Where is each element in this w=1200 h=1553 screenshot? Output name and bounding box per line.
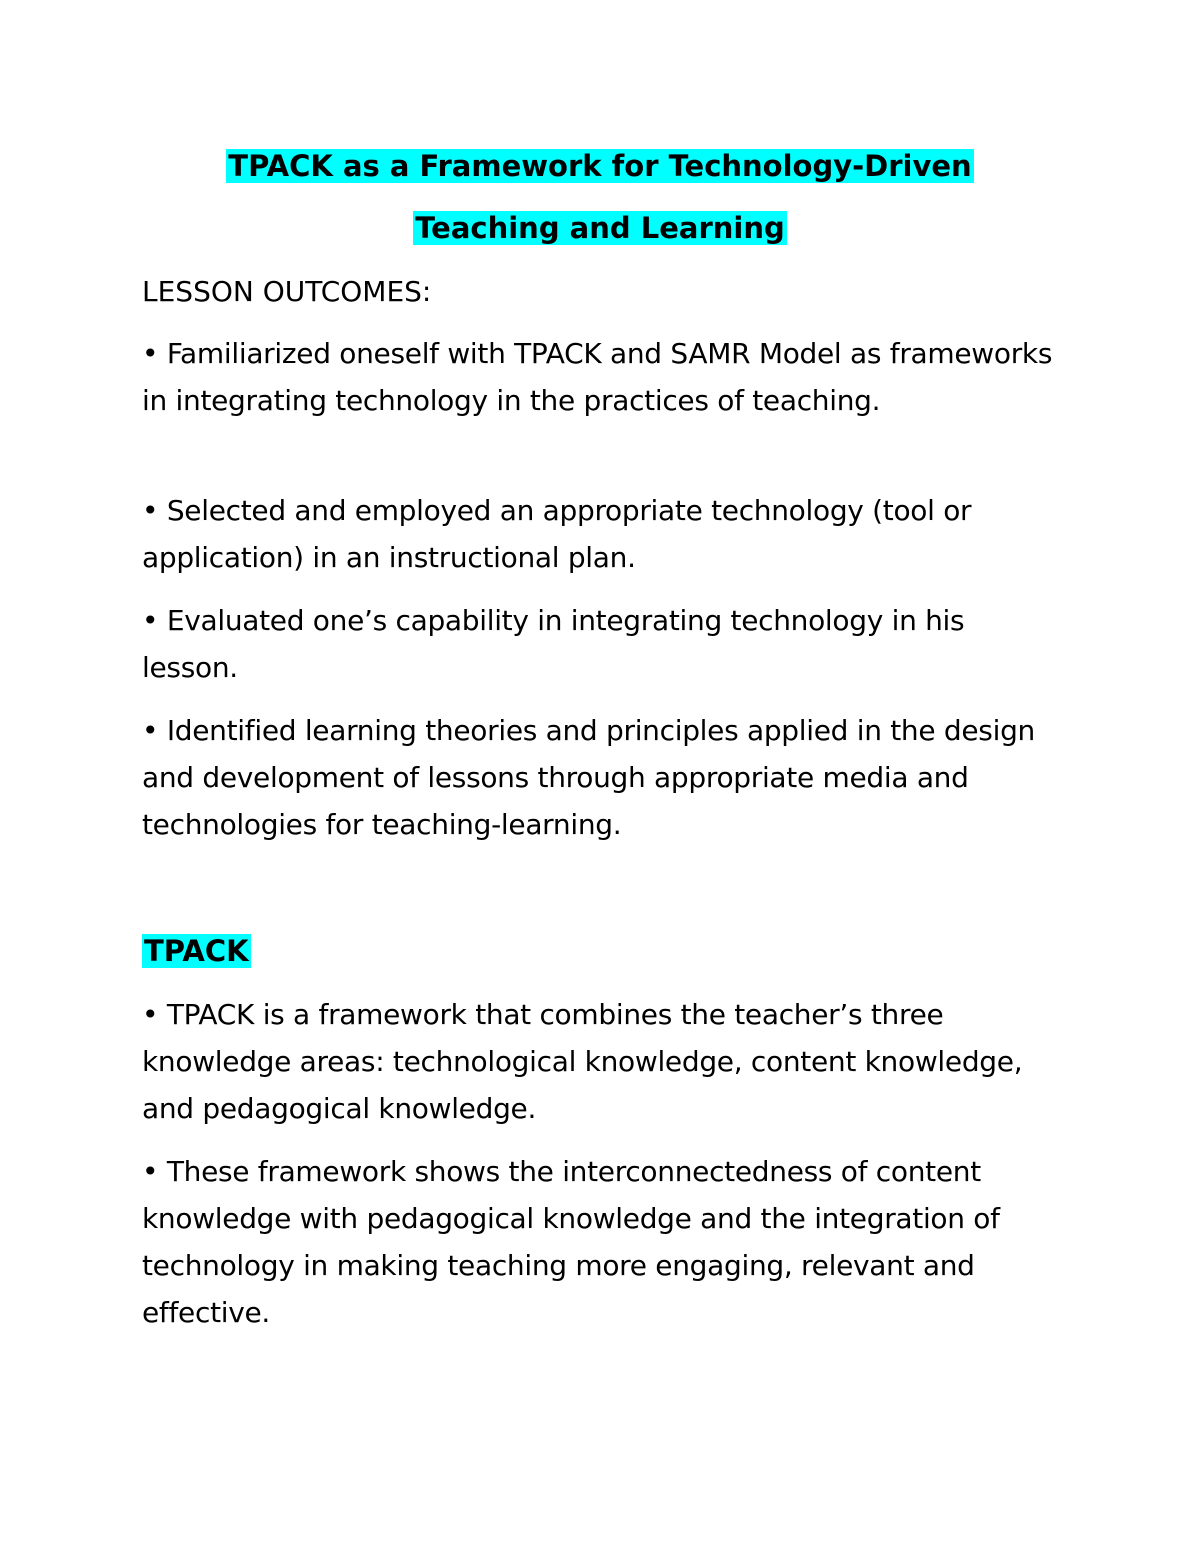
outcome-item-1: • Familiarized oneself with TPACK and SAMR Model as frameworks in integrating technology in the practices of teaching. <box>142 337 1053 417</box>
tpack-point-2: • These framework shows the interconnectedness of content knowledge with pedagogical knowledge and the integration of technology in making teaching more engaging, relevant and effective. <box>142 1155 1000 1329</box>
outcome-item-4: • Identified learning theories and principles applied in the design and development of lessons through appropriate media and technologies for teaching-learning. <box>142 714 1035 841</box>
title-line-1 <box>0 146 1200 186</box>
tpack-point-1: • TPACK is a framework that combines the teacher’s three knowledge areas: technological knowledge, content knowledge, and pedagogical knowledge. <box>142 998 1023 1125</box>
lesson-outcomes-label: LESSON OUTCOMES: <box>142 275 432 308</box>
tpack-heading <box>142 930 251 972</box>
title-line-2 <box>0 208 1200 248</box>
outcome-item-2: • Selected and employed an appropriate technology (tool or application) in an instructional plan. <box>142 494 972 574</box>
title-highlight-1: TPACK as a Framework for Technology-Driven <box>228 149 972 183</box>
title-highlight-2: Teaching and Learning <box>415 211 785 245</box>
tpack-heading-highlight: TPACK <box>144 934 249 968</box>
outcome-item-3: • Evaluated one’s capability in integrating technology in his lesson. <box>142 604 965 684</box>
